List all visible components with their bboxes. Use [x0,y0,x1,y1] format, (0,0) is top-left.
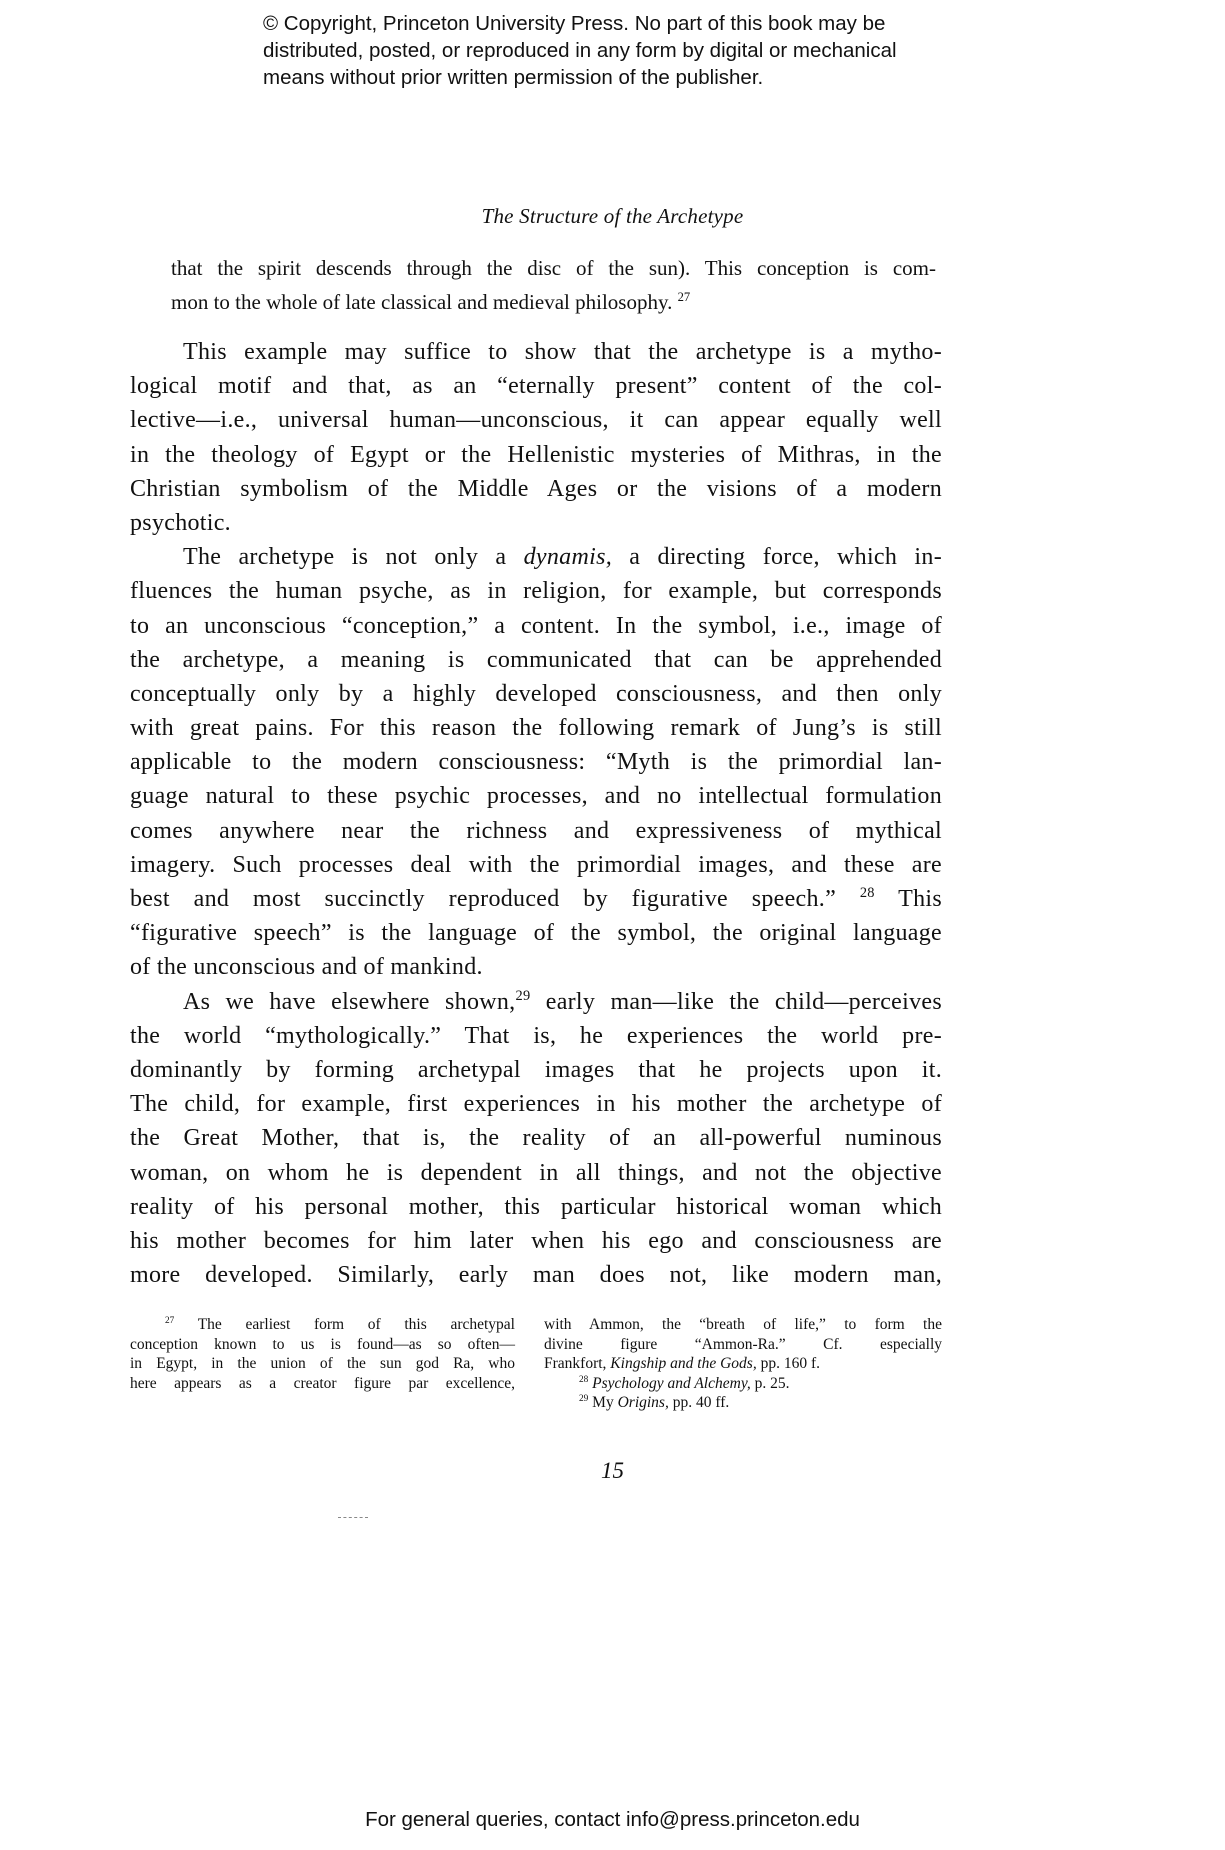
text-segment: The archetype is not only a [183,544,524,571]
text-segment: pp. 40 ff. [668,1394,730,1411]
running-head: The Structure of the Archetype [481,204,744,228]
text-line [130,985,942,1019]
text-line: imagery. Such processes deal with the primordial images, and these are [130,851,942,878]
footnote-ref[interactable]: 27 [677,290,691,305]
italic-title: Origins, [617,1394,669,1411]
italic-term: dynamis, [523,544,613,571]
italic-title: Kingship and the Gods, [610,1355,757,1372]
text-line: Christian symbolism of the Middle Ages or the visions of a modern [130,475,942,502]
footnote-number: 29 [579,1393,589,1404]
text-line: comes anywhere near the richness and expressiveness of mythical [130,817,942,844]
copyright-line: means without prior written permission of the publisher. [263,66,764,89]
text-line: of the unconscious and of mankind. [130,954,483,981]
text-line: “figurative speech” is the language of the symbol, the original language [130,920,942,947]
footer-contact: For general queries, contact info@press.princeton.edu [365,1808,860,1831]
text-line: his mother becomes for him later when his ego and consciousness are [130,1227,942,1254]
text-line: with great pains. For this reason the following remark of Jung’s is still [130,715,942,742]
text-line: woman, on whom he is dependent in all things, and not the objective [130,1159,942,1186]
text-line: that the spirit descends through the disc of the sun). This conception is com- [171,256,936,280]
footnote-line: with Ammon, the “breath of life,” to form the [544,1316,942,1333]
footnote-number: 27 [165,1315,175,1326]
text-segment: As we have elsewhere shown, [183,988,516,1015]
page-number: 15 [601,1458,624,1483]
text-line: to an unconscious “conception,” a content. In the symbol, i.e., image of [130,612,942,639]
copyright-line: © Copyright, Princeton University Press. No part of this book may be [263,12,886,35]
text-segment: early man—like the child—perceives [530,988,942,1015]
footnote-line: in Egypt, in the union of the sun god Ra, who [130,1355,515,1372]
footnote-line [130,1315,515,1335]
text-segment: This [874,886,942,912]
text-line: logical motif and that, as an “eternally present” content of the col- [130,373,942,400]
text-segment: My [592,1394,618,1411]
text-line: reality of his personal mother, this particular historical woman which [130,1193,942,1220]
copyright-notice [263,10,1023,91]
text-line: guage natural to these psychic processes, and no intellectual formulation [130,783,942,810]
text-segment: p. 25. [750,1374,790,1392]
text-line: The child, for example, first experiences in his mother the archetype of [130,1091,942,1118]
footnote-28 [544,1374,942,1394]
italic-title: Psychology and Alchemy, [592,1374,751,1392]
footnote-line: divine figure “Ammon-Ra.” Cf. especially [544,1335,942,1353]
text-segment: a directing force, which in- [612,544,942,571]
text-line: in the theology of Egypt or the Hellenistic mysteries of Mithras, in the [130,441,942,468]
scan-artifact [338,1517,368,1521]
footnote-line [544,1354,942,1374]
footnote-line: conception known to us is found—as so often— [130,1335,515,1353]
paragraph-1 [130,335,942,540]
footnote-number: 28 [579,1374,589,1385]
text-line [130,540,942,574]
text-line: more developed. Similarly, early man does not, like modern man, [130,1262,942,1289]
text-line: psychotic. [130,509,231,536]
footnote-column-right [544,1315,942,1413]
text-line [171,288,936,322]
body-text [130,335,942,1292]
text-line: applicable to the modern consciousness: “Myth is the primordial lan- [130,749,942,776]
text-line [130,882,942,916]
text-line: dominantly by forming archetypal images that he projects upon it. [130,1056,942,1083]
text-line: conceptually only by a highly developed consciousness, and then only [130,680,942,707]
footnote-ref[interactable]: 29 [515,987,531,1004]
footnote-column-left [130,1315,515,1393]
footnote-ref[interactable]: 28 [859,885,875,901]
text-segment: best and most succinctly reproduced by figurative speech.” [130,886,837,912]
text-line: the archetype, a meaning is communicated that can be apprehended [130,646,942,673]
text-line: the world “mythologically.” That is, he experiences the world pre- [130,1022,942,1049]
text-line: This example may suffice to show that the archetype is a mytho- [183,339,942,365]
text-line: fluences the human psyche, as in religion, for example, but corresponds [130,578,942,605]
text-segment: mon to the whole of late classical and medieval philosophy. [171,290,673,315]
footnote-29 [544,1393,942,1413]
paragraph-3 [130,985,942,1293]
text-segment: The earliest form of this archetypal [197,1316,515,1333]
text-segment: pp. 160 f. [756,1355,820,1372]
copyright-line: distributed, posted, or reproduced in any form by digital or mechanical [263,39,897,62]
text-segment: Frankfort, [544,1355,611,1372]
continuation-paragraph [171,254,936,322]
text-line: lective—i.e., universal human—unconscious, it can appear equally well [130,407,942,434]
footnote-line: here appears as a creator figure par excellence, [130,1374,515,1392]
paragraph-2 [130,540,942,984]
text-line: the Great Mother, that is, the reality of an all-powerful numinous [130,1125,942,1152]
